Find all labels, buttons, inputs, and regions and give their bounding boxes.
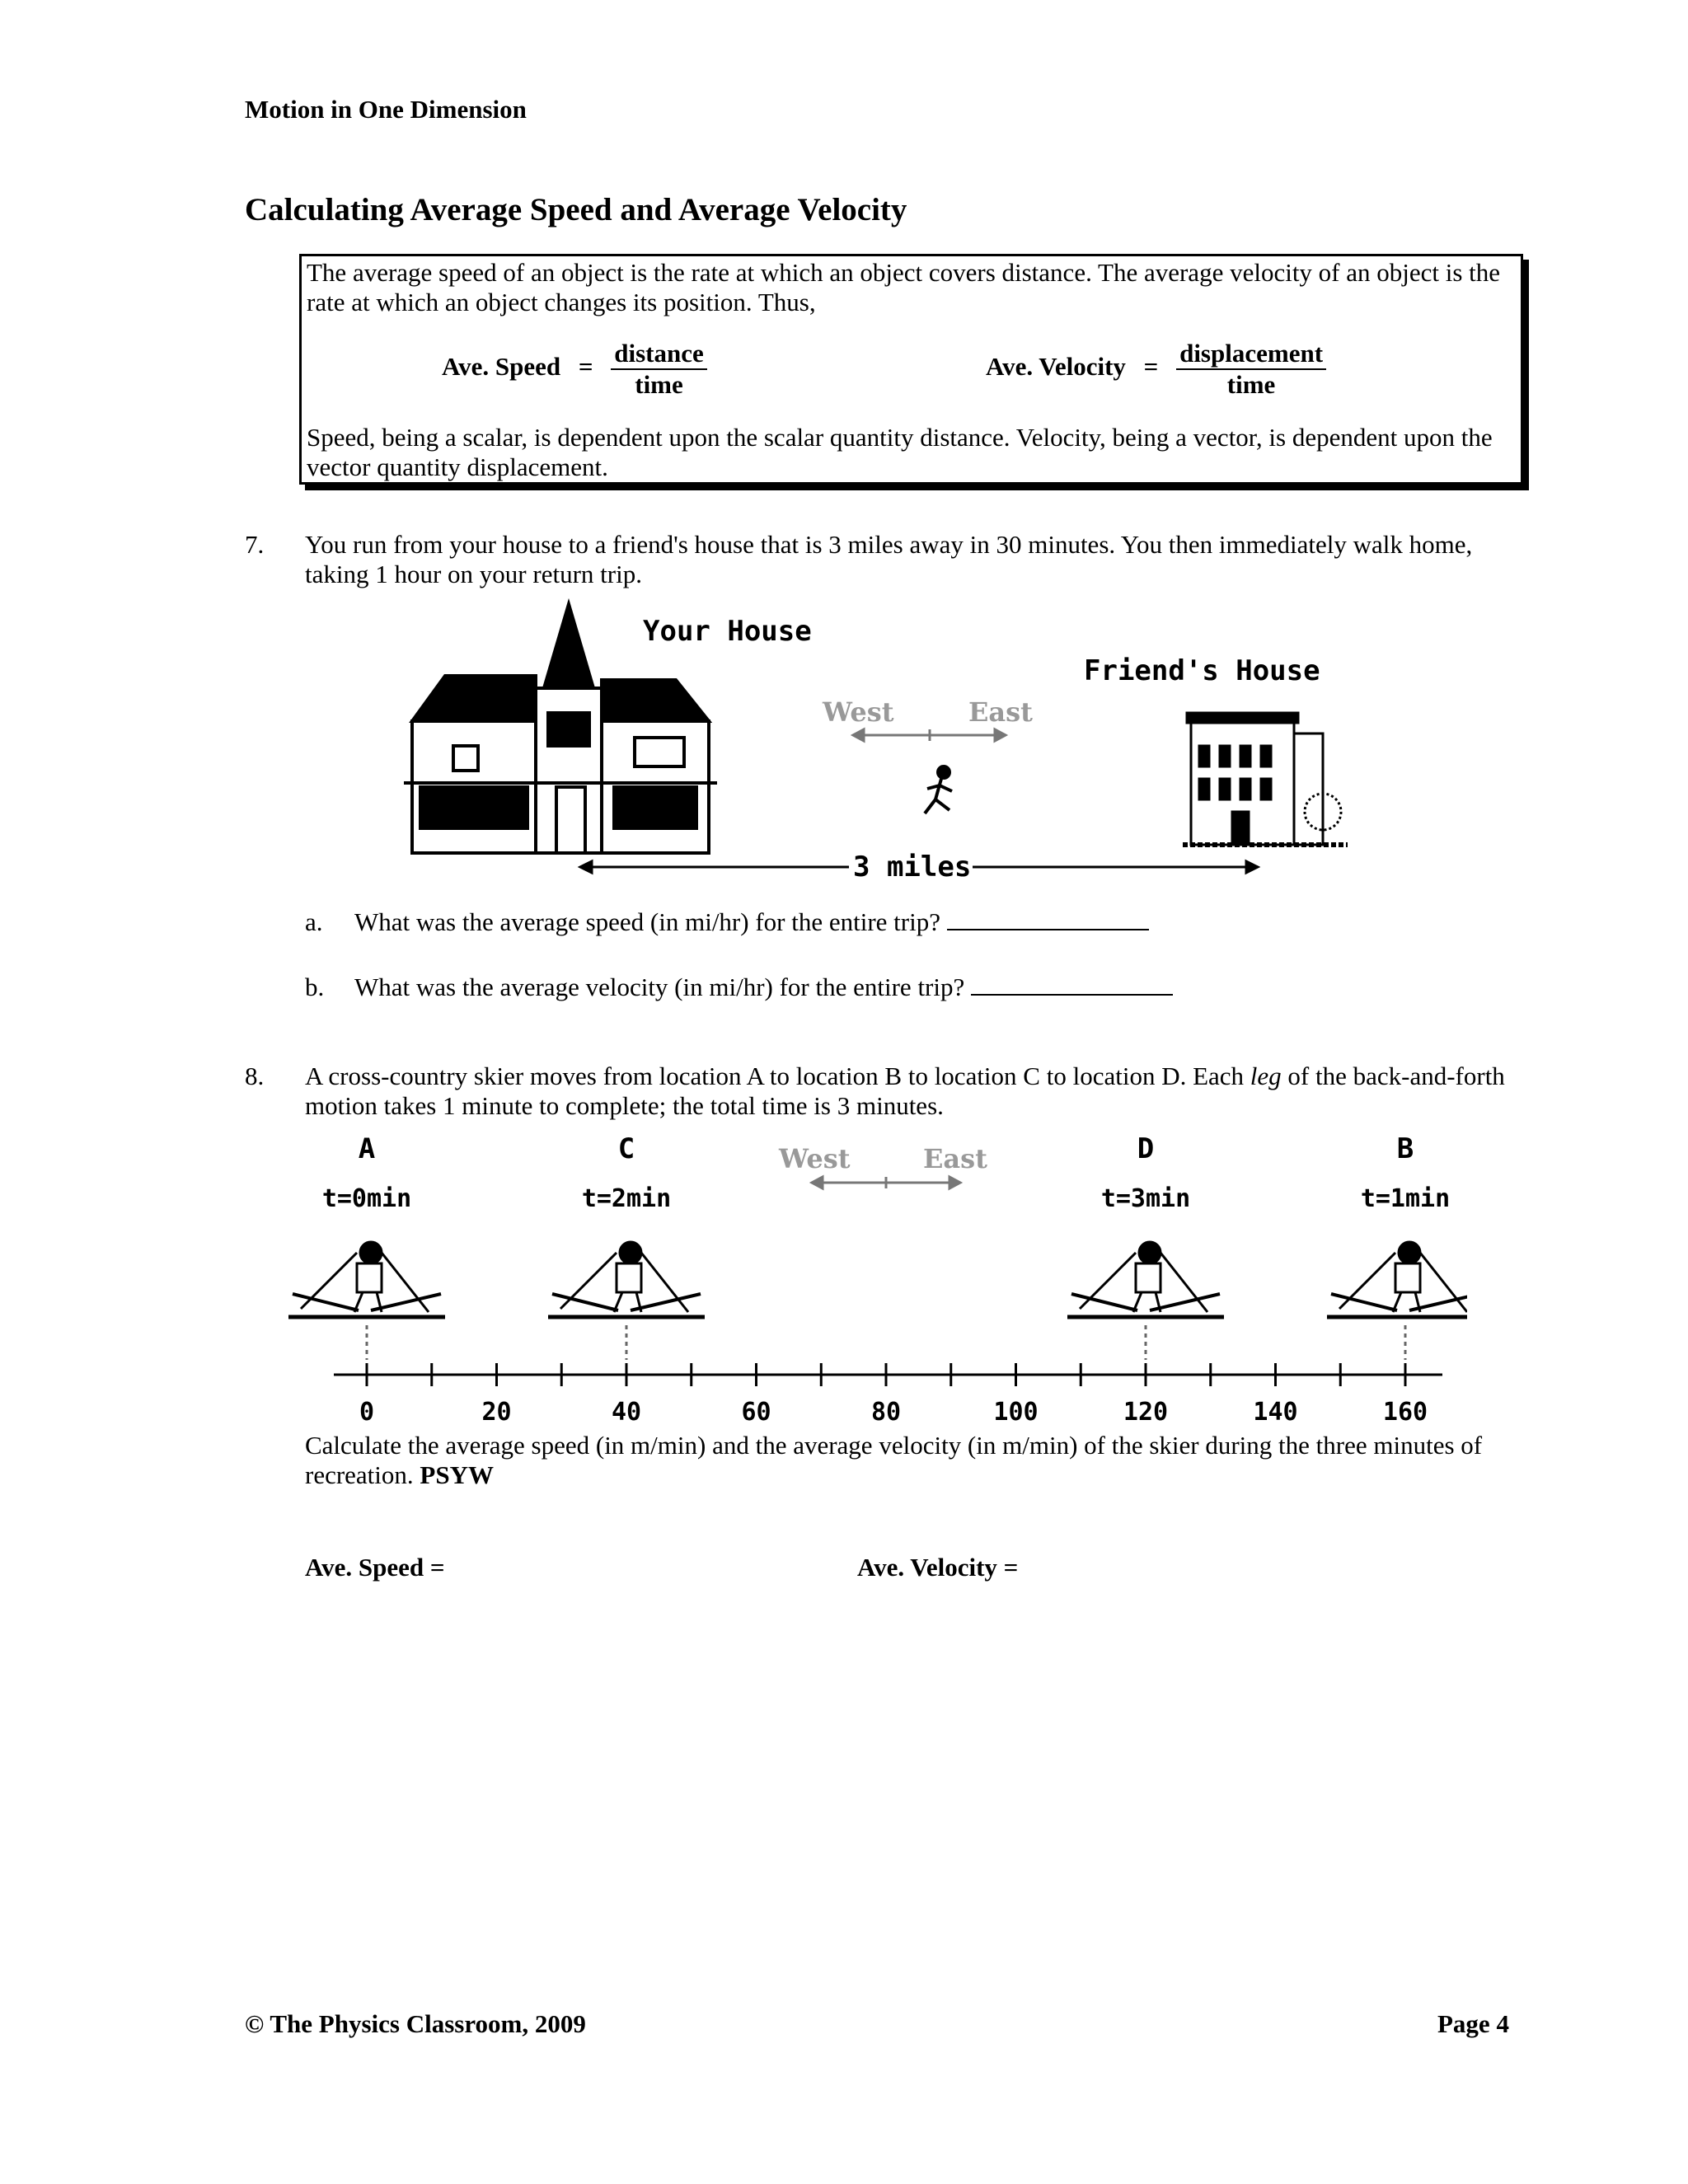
skier-torso (357, 1263, 382, 1292)
axis-tick-label: 140 (1253, 1398, 1298, 1426)
footer-copyright: © The Physics Classroom, 2009 (245, 2009, 586, 2038)
velocity-equals: = (1143, 352, 1159, 382)
q8-direction-arrow-icon (812, 1177, 960, 1188)
q8-east-label: East (923, 1143, 987, 1174)
q8-text (305, 1062, 1517, 1121)
q8-text-before: A cross-country skier moves from location A to location B to location C to location D. Each (305, 1062, 1250, 1090)
q7-text: You run from your house to a friend's house that is 3 miles away in 30 minutes. You then immediately walk home, taking 1 hour on your return trip. (305, 530, 1473, 588)
q8-text-after: of the back-and-forth motion takes 1 minute to complete; the total time is 3 minutes. (305, 1062, 1505, 1120)
q7-number: 7. (245, 530, 265, 559)
skier-head (1139, 1242, 1160, 1263)
house-diagram (396, 598, 1368, 894)
skier-time-label: t=1min (1360, 1184, 1451, 1213)
q7a-label: a. (305, 907, 323, 936)
q7a-text: What was the average speed (in mi/hr) for the entire trip? (354, 907, 940, 936)
speed-denominator: time (635, 370, 683, 399)
q8-number: 8. (245, 1062, 265, 1090)
q7b-question (354, 972, 1173, 1002)
footer-page-number: Page 4 (1437, 2009, 1509, 2038)
axis-tick-label: 160 (1382, 1398, 1428, 1426)
speed-answer-label: Ave. Speed = (305, 1553, 445, 1582)
skier-time-label: t=2min (581, 1184, 672, 1213)
ski-pole (560, 1253, 617, 1309)
axis-tick-label: 0 (359, 1398, 375, 1426)
q8-west-label: West (779, 1143, 851, 1174)
runner-icon (925, 766, 952, 813)
q8-calc-instructions (305, 1431, 1517, 1490)
q7b-answer-blank[interactable] (971, 972, 1173, 996)
skier-time-label: t=0min (321, 1184, 412, 1213)
q7-west-label: West (823, 696, 894, 728)
axis-tick-label: 40 (611, 1398, 642, 1426)
skier-diagram (280, 1129, 1467, 1426)
velocity-label: Ave. Velocity (986, 352, 1126, 382)
q7-direction-arrow-icon (853, 729, 1006, 741)
velocity-answer-label: Ave. Velocity = (857, 1553, 1019, 1582)
q7b-label: b. (305, 972, 325, 1001)
axis-tick-label: 120 (1123, 1398, 1169, 1426)
skier-icon (1067, 1242, 1224, 1360)
ski-pole (1080, 1253, 1136, 1309)
q7a-answer-blank[interactable] (947, 907, 1149, 930)
box-outro: Speed, being a scalar, is dependent upon the scalar quantity distance. Velocity, being a vector, is dependent upon the vector quantity displacement. (307, 423, 1493, 481)
speed-label: Ave. Speed (442, 352, 561, 382)
speed-equals: = (578, 352, 593, 382)
friends-house-label: Friend's House (1084, 654, 1320, 687)
definition-box (299, 254, 1523, 485)
skier-icon (1327, 1242, 1467, 1360)
psyw-label: PSYW (420, 1460, 494, 1489)
position-axis (334, 1363, 1442, 1426)
skiers-group (288, 1132, 1467, 1360)
skier-icon (288, 1242, 445, 1360)
your-house-label: Your House (643, 615, 812, 648)
axis-tick-label: 20 (481, 1398, 512, 1426)
skier-location-label: A (358, 1132, 376, 1165)
skier-icon (548, 1242, 705, 1360)
distance-label: 3 miles (853, 851, 972, 883)
q8-text-italic: leg (1250, 1062, 1282, 1090)
skier-location-label: D (1137, 1132, 1155, 1165)
velocity-formula (986, 339, 1326, 400)
velocity-fraction (1176, 339, 1326, 400)
skier-torso (1395, 1263, 1420, 1292)
worksheet-header: Motion in One Dimension (245, 95, 527, 124)
skier-head (620, 1242, 641, 1263)
ski-pole (301, 1253, 357, 1309)
speed-fraction (611, 339, 707, 400)
skier-torso (617, 1263, 641, 1292)
skier-location-label: C (617, 1132, 635, 1165)
velocity-denominator: time (1226, 370, 1276, 399)
velocity-numerator: displacement (1176, 339, 1326, 370)
q7b-text: What was the average velocity (in mi/hr) for the entire trip? (354, 972, 965, 1001)
speed-numerator: distance (611, 339, 707, 370)
friends-house-icon (1183, 713, 1348, 845)
skier-torso (1136, 1263, 1160, 1292)
speed-formula (442, 339, 707, 400)
skier-location-label: B (1396, 1132, 1414, 1165)
q7-east-label: East (968, 696, 1033, 728)
box-intro: The average speed of an object is the rate at which an object covers distance. The average velocity of an object is the rate at which an object changes its position. Thus, (307, 258, 1501, 316)
skier-head (360, 1242, 382, 1263)
q7a-question (354, 907, 1149, 937)
ski-pole (1339, 1253, 1395, 1309)
q8-calc-text: Calculate the average speed (in m/min) and the average velocity (in m/min) of the skier during the three minutes of recreation. (305, 1431, 1483, 1489)
axis-tick-label: 60 (741, 1398, 771, 1426)
skier-head (1399, 1242, 1420, 1263)
axis-tick-label: 80 (870, 1398, 902, 1426)
skier-time-label: t=3min (1100, 1184, 1191, 1213)
page-title: Calculating Average Speed and Average Velocity (245, 192, 907, 227)
axis-tick-label: 100 (993, 1398, 1039, 1426)
